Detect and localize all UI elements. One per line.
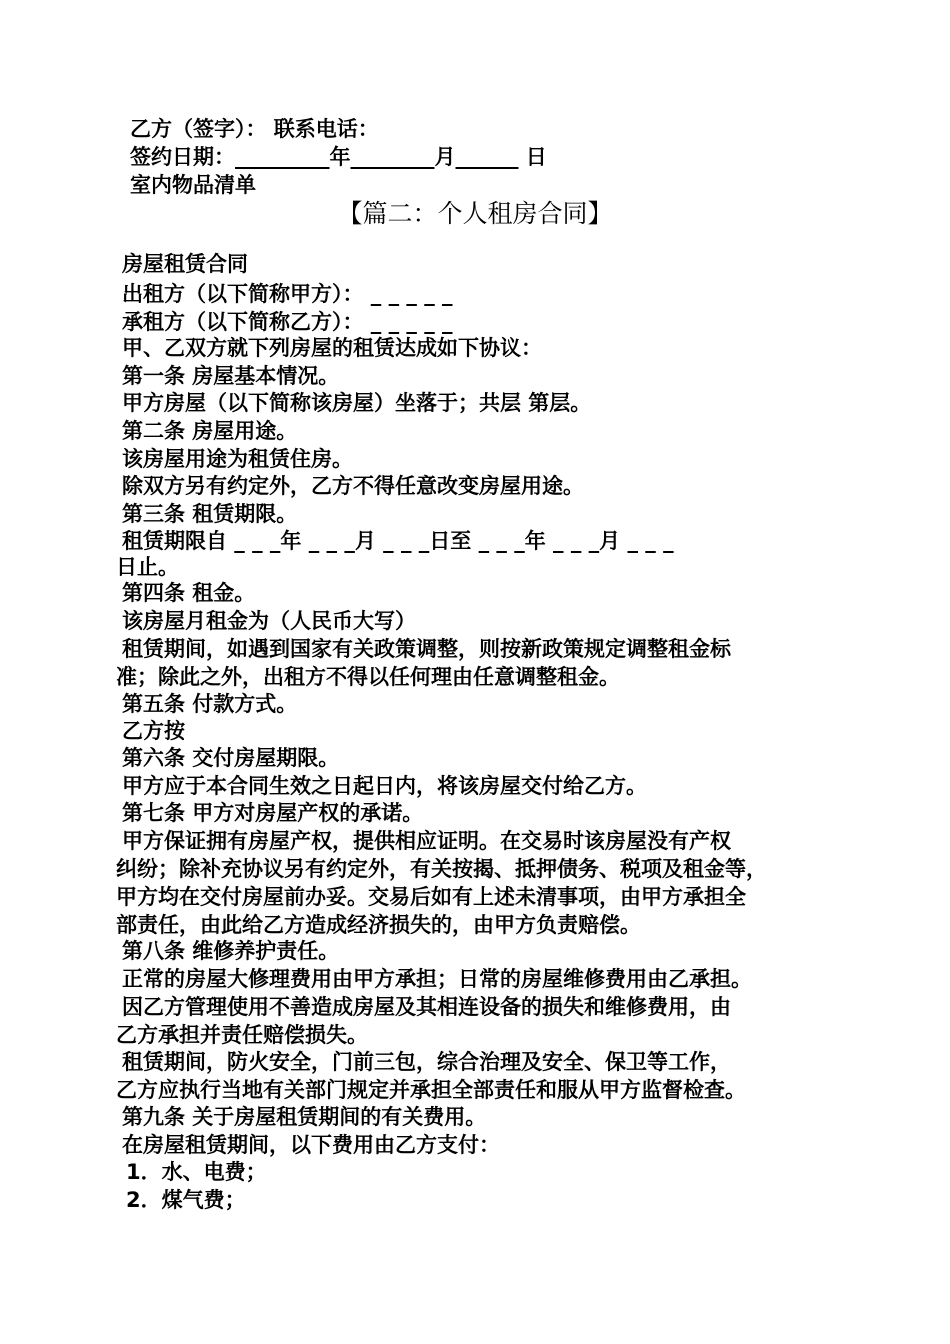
article-9-text: 在房屋租赁期间，以下费用由乙方支付：: [122, 1133, 500, 1157]
signature-line: 乙方（签字）： 联系电话：: [130, 117, 379, 141]
article-1-title: 第一条 房屋基本情况。: [122, 364, 340, 388]
article-7-text-line-4: 部责任，由此给乙方造成经济损失的，由甲方负责赔偿。: [116, 913, 641, 937]
article-5-text: 乙方按: [122, 719, 185, 743]
contract-title: 房屋租赁合同: [122, 252, 248, 276]
lessee-line: 承租方（以下简称乙方）： _ _ _ _ _: [122, 310, 453, 334]
article-7-text-line-2: 纠纷；除补充协议另有约定外，有关按揭、抵押债务、税项及租金等，: [116, 857, 767, 881]
article-4-title: 第四条 租金。: [122, 581, 256, 605]
article-6-text: 甲方应于本合同生效之日起日内，将该房屋交付给乙方。: [122, 774, 647, 798]
article-8-text-3-line-2: 乙方应执行当地有关部门规定并承担全部责任和服从甲方监督检查。: [116, 1078, 746, 1102]
lessor-line: 出租方（以下简称甲方）： _ _ _ _ _: [122, 282, 453, 306]
signing-date-line: 签约日期：_________年________月______ 日: [130, 145, 547, 169]
article-3-text-line-2: 日止。: [116, 555, 179, 579]
agreement-intro: 甲、乙双方就下列房屋的租赁达成如下协议：: [122, 336, 542, 360]
section-heading: 【篇二：个人租房合同】: [337, 199, 613, 228]
article-9-title: 第九条 关于房屋租赁期间的有关费用。: [122, 1105, 487, 1129]
article-4-text-2-line-2: 准；除此之外，出租方不得以任何理由任意调整租金。: [116, 665, 620, 689]
article-7-text-line-1: 甲方保证拥有房屋产权，提供相应证明。在交易时该房屋没有产权: [122, 829, 731, 853]
article-7-text-line-3: 甲方均在交付房屋前办妥。交易后如有上述未清事项，由甲方承担全: [116, 885, 746, 909]
article-8-text-2-line-1: 因乙方管理使用不善造成房屋及其相连设备的损失和维修费用，由: [122, 995, 731, 1019]
article-4-text-1: 该房屋月租金为（人民币大写）: [122, 609, 416, 633]
article-3-title: 第三条 租赁期限。: [122, 502, 298, 526]
article-8-text-1: 正常的房屋大修理费用由甲方承担；日常的房屋维修费用由乙承担。: [122, 967, 752, 991]
inventory-list-title: 室内物品清单: [130, 173, 256, 197]
article-6-title: 第六条 交付房屋期限。: [122, 746, 340, 770]
article-7-title: 第七条 甲方对房屋产权的承诺。: [122, 801, 424, 825]
article-9-item-1: 1．水、电费；: [126, 1160, 267, 1184]
article-2-title: 第二条 房屋用途。: [122, 419, 298, 443]
article-1-text: 甲方房屋（以下简称该房屋）坐落于；共层 第层。: [122, 391, 592, 415]
article-9-item-2: 2．煤气费；: [126, 1188, 246, 1212]
article-5-title: 第五条 付款方式。: [122, 692, 298, 716]
article-8-text-3-line-1: 租赁期间，防火安全，门前三包，综合治理及安全、保卫等工作，: [122, 1050, 731, 1074]
article-8-text-2-line-2: 乙方承担并责任赔偿损失。: [116, 1023, 368, 1047]
article-3-text-line-1: 租赁期限自 _ _ _年 _ _ _月 _ _ _日至 _ _ _年 _ _ _月 _ _ _: [122, 529, 674, 553]
article-2-text-1: 该房屋用途为租赁住房。: [122, 447, 353, 471]
article-8-title: 第八条 维修养护责任。: [122, 939, 340, 963]
article-2-text-2: 除双方另有约定外，乙方不得任意改变房屋用途。: [122, 474, 584, 498]
article-4-text-2-line-1: 租赁期间，如遇到国家有关政策调整，则按新政策规定调整租金标: [122, 637, 731, 661]
